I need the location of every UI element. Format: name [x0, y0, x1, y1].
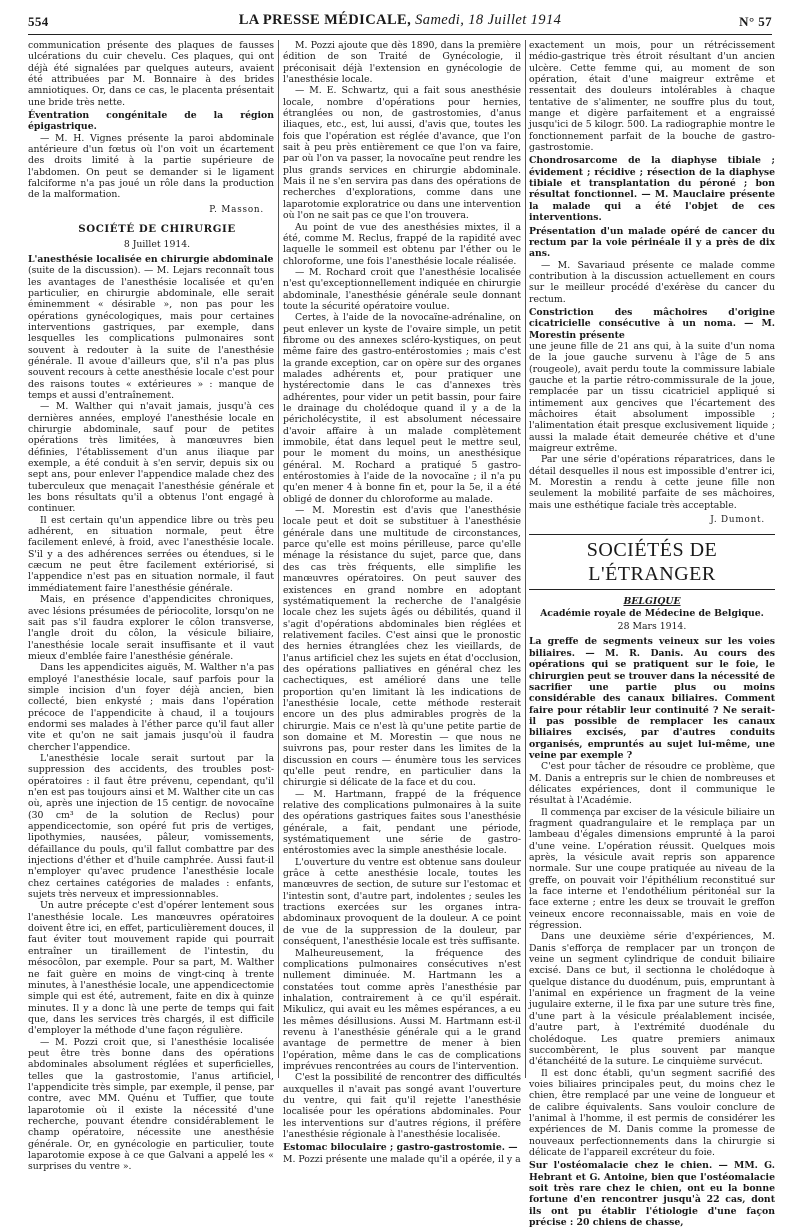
article-heading: Estomac biloculaire ; gastro-gastrostomie. — — [283, 1142, 518, 1154]
academy-heading: Académie royale de Médecine de Belgique. — [540, 607, 764, 619]
paragraph: — M. Walther qui n'avait jamais, jusqu'à ces dernières années, employé l'anesthésie locale en chirurgie abdominale, sauf pour de petites opérations très limitées, à manœuvres bien définies, l'établissement d'un anus iliaque par exemple, a été conduit à s'en servir, depuis six ou sept ans, pour enlever l'appendice malade chez des tuberculeux que menaçait l'anesthésie générale et les bons résultats qu'il a obtenus l'ont engagé à continuer. — [28, 401, 274, 515]
paragraph: Un autre précepte c'est d'opérer lentement sous l'anesthésie locale. Les manœuvres opératoires doivent être ici, en effet, particulièrement douces, il faut éviter tout mouvement rapide qui pourrait entraîner un tiraillement de l'intestin, du mésocôlon, par exemple. Pour sa part, M. Walther ne fait guère en moins de vingt-cinq à trente minutes, à l'anesthésie locale, une appendicectomie simple qui est été, autrement, faite en dix à quinze minutes. Il y a donc là une perte de temps qui fait que, dans les services très chargés, il est difficile d'employer la méthode d'une façon régulière. — [28, 900, 274, 1037]
foreign-societies-heading: SOCIÉTÉS DE L'ÉTRANGER — [529, 534, 775, 590]
paragraph: Il commença par exciser de la vésicule biliaire un fragment quadrangulaire et le remplaça par un lambeau d'égales dimensions emprunté à la paroi d'une veine. L'opération réussit. Quelques mois après, la vésicule avait repris son apparence normale. Sur une coupe pratiquée au niveau de la greffe, on pouvait voir l'épithélium reconstitué sur la face interne et l'endothélium péritonéal sur la face externe ; entre les deux se trouvait le greffon veineux encore reconnaissable, mais en voie de régression. — [529, 806, 775, 932]
paragraph: Il est donc établi, qu'un segment sacrifié des voies biliaires principales peut, du moins chez le chien, être remplacé par une veine de longueur et de calibre équivalents. Sans vouloir conclure de l'animal à l'homme, il est permis de considérer les expériences de M. Danis comme la promesse de nouveaux perfectionnements dans la chirurgie si délicate de l'appareil excréteur du foie. — [529, 1067, 775, 1158]
paragraph: Au point de vue des anesthésies mixtes, il a été, comme M. Reclus, frappé de la rapidité avec laquelle le sommeil est obtenu par l'éther ou le chloroforme, une fois l'anesthésie locale réalisée. — [283, 221, 521, 267]
column-divider — [525, 40, 526, 1078]
paragraph: L'anesthésie locale serait surtout par la suppression des accidents, des troubles post-opératoires : il faut être prévenu, cependant, qu'il n'en est pas toujours ainsi et M. Walther cite un cas où, après une injection de 15 centigr. de novocaïne (30 cm³ de la solution de Reclus) pour appendicectomie, son opéré fut pris de vertiges, lipothymies, nausées, pâleur, vomissements, défaillance du pouls, qu'il fallut combattre par des injections d'éther et d'huile camphrée. Aussi faut-il n'employer qu'avec prudence l'anesthésie locale chez certaines catégories de malades : enfants, sujets très nerveux et impressionnables. — [28, 752, 274, 901]
article-heading: La greffe de segments veineux sur les voies biliaires. — M. R. Danis. Au cours des opérations qui se pratiquent sur le foie, le chirurgien peut se trouver dans la nécessité de sacrifier une partie plus ou moins considérable des canaux biliaires. Comment faire pour rétablir leur continuité ? Ne serait-il pas possible de remplacer les canaux biliaires excisés, par d'autres conduits organisés, empruntés au sujet lui-même, une veine par exemple ? — [529, 636, 775, 761]
paragraph: M. Pozzi ajoute que dès 1890, dans la première édition de son Traité de Gynécologie, il préconisait déjà l'extension en gynécologie de l'anesthésie locale. — [283, 40, 521, 86]
signature: P. Masson. — [209, 204, 264, 215]
paragraph: — M. Morestin est d'avis que l'anesthésie locale peut et doit se substituer à l'anesthésie générale dans une multitude de circonstances, parce qu'elle est moins périlleuse, parce qu'elle ménage la résistance du sujet, parce que, dans des cas très fréquents, elle simplifie les manœuvres opératoires. On peut sauver des existences en grand nombre en adoptant systématiquement la recherche de l'analgésie locale chez les sujets âgés ou débilités, quand il s'agit d'opérations abdominales bien réglées et relativement faciles. C'est ainsi que le pronostic des hernies étranglées chez les vieillards, de l'anus artificiel chez les sujets en état d'occlusion, des opérations palliatives en général chez les cachectiques, est amélioré dans une telle proportion qu'en limitant là les indications de l'anesthésie locale, cette méthode resterait encore un des plus admirables progrès de la chirurgie. Mais ce n'est là qu'une petite partie de son domaine et M. Morestin — que nous ne suivrons pas, pour rester dans les limites de la discussion en cours — énumère tous les services qu'elle peut rendre, en particulier dans la chirurgie si délicate de la face et du cou. — [283, 505, 521, 789]
column-1 — [28, 40, 274, 1173]
session-date: 8 Juillet 1914. — [123, 238, 191, 250]
column-3-top — [529, 40, 775, 526]
issue-number: N° 57 — [739, 14, 772, 29]
page-number: 554 — [28, 14, 49, 29]
article-heading: Éventration congénitale de la région épigastrique. — [28, 110, 274, 133]
journal-title — [28, 12, 772, 29]
paragraph: Certes, à l'aide de la novocaïne-adrénaline, on peut enlever un kyste de l'ovaire simple, un petit fibrome ou des annexes scléro-kystiques, on peut même faire des gastro-entérostomies ; mais c'est la grande exception, car on opère sur des organes malades adhérents et, pour pratiquer une hystérectomie dans le cas d'annexes très adhérentes, pour vider un petit bassin, pour faire le drainage du cholédoque quand il y a de la péricholécystite, il est absolument nécessaire d'avoir affaire à un malade complètement immobile, état dans lequel peut le mettre seul, pour le moment du moins, un anesthésique général. M. Rochard a pratiqué 5 gastro-entérostomies à l'aide de la novocaïne ; il n'a pu qu'en mener 4 à bonne fin et, pour la 5e, il a été obligé de donner du chloroforme au malade. — [283, 312, 521, 505]
signature: J. Dumont. — [710, 515, 765, 526]
paragraph: (suite de la discussion). — M. Lejars reconnaît tous les avantages de l'anesthésie localisée et qu'en particulier, en chirurgie abdominale, elle serait éminemment « désirable », non pas pour les opérations gynécologiques, mais pour certaines interventions gastriques, par exemple, dans lesquelles les complications pulmonaires sont souvent à redouter à la suite de l'anesthésie générale. Il avoue d'ailleurs que, s'il n'a pas plus souvent recours à cette anesthésie locale c'est pour des raisons toutes « extérieures » : manque de temps et aussi d'entraînement. — [28, 265, 274, 401]
article-heading: L'anesthésie localisée en chirurgie abdominale — [28, 253, 274, 265]
paragraph: — M. H. Vignes présente la paroi abdominale antérieure d'un fœtus où l'on voit un écartement des droits limité à la partie supérieure de l'abdomen. On peut se demander si le ligament falciforme n'a pas joué un rôle dans la production de la malformation. — [28, 132, 274, 201]
article-heading: Sur l'ostéomalacie chez le chien. — MM. G. Hebrant et G. Antoine, bien que l'ostéomalacie soit très rare chez le chien, ont eu la bonne fortune d'en rencontrer jusqu'à 22 cas, dont ils ont pu établir l'étiologie d'une façon précise : 20 chiens de chasse, — [529, 1160, 775, 1228]
paragraph: Mais, en présence d'appendicites chroniques, avec lésions présumées de périocolite, lorsqu'on ne sait pas s'il faudra explorer le côlon transverse, l'angle droit du côlon, la vésicule biliaire, l'anesthésie locale serait insuffisante et il vaut mieux d'emblée faire l'anesthésie générale. — [28, 594, 274, 662]
paragraph: Par une série d'opérations réparatrices, dans le détail desquelles il nous est impossible d'entrer ici, M. Morestin a rendu à cette jeune fille non seulement la mobilité parfaite de ses mâchoires, mais une esthétique faciale très acceptable. — [529, 454, 775, 511]
journal-name: LA PRESSE MÉDICALE, — [238, 12, 412, 28]
article-heading: Présentation d'un malade opéré de cancer du rectum par la voie périnéale il y a près de dix ans. — [529, 225, 775, 260]
paragraph: Il est certain qu'un appendice libre ou très peu adhérent, en situation normale, peut être facilement enlevé, à froid, avec l'anesthésie locale. S'il y a des adhérences serrées ou étendues, si le cæcum ne peut être facilement extériorisé, si l'appendice n'est pas en situation normale, il faut immédiatement faire l'anesthésie générale. — [28, 514, 274, 594]
country-heading: BELGIQUE — [623, 596, 681, 608]
paragraph: C'est pour tâcher de résoudre ce problème, que M. Danis a entrepris sur le chien de nombreuses et délicates expériences, dont il communique le résultat à l'Académie. — [529, 761, 775, 807]
session-date: 28 Mars 1914. — [617, 621, 687, 633]
article-heading: Constriction des mâchoires d'origine cicatricielle consécutive à un noma. — M. Morestin présente — [529, 306, 775, 341]
paragraph: Malheureusement, la fréquence des complications pulmonaires consécutives n'est nullement diminuée. M. Hartmann les a constatées tout comme après l'anesthésie par inhalation, contrairement à ce qu'il espérait. Mikulicz, qui avait eu les mêmes espérances, a eu les mêmes désillusions. Aussi M. Hartmann est-il revenu à l'anesthésie générale qui a le grand avantage de permettre de mener à bien l'opération, même dans le cas de complications imprévues rencontrées au cours de l'intervention. — [283, 947, 521, 1072]
paragraph: — M. Savariaud présente ce malade comme contribution à la discussion actuellement en cours sur le meilleur procédé d'exérèse du cancer du rectum. — [529, 259, 775, 305]
paragraph: Dans une deuxième série d'expériences, M. Danis s'efforça de remplacer par un tronçon de veine un segment cylindrique de conduit biliaire excisé. Dans ce but, il sectionna le cholédoque à quelque distance du duodénum, puis, empruntant à l'animal en expérience un fragment de la veine jugulaire externe, il le fixa par une suture très fine, d'une part à la vésicule préalablement incisée, d'autre part, à l'extrémité duodénale du cholédoque. Les quatre premiers animaux succombèrent, le plus souvent par manque d'étanchéité de la suture. Le cinquième survécut. — [529, 931, 775, 1068]
header-rule — [28, 34, 772, 35]
issue-date: Samedi, 18 Juillet 1914 — [415, 12, 562, 28]
paragraph: une jeune fille de 21 ans qui, à la suite d'un noma de la joue gauche survenu à l'âge de 5 ans (rougeole), avait perdu toute la commissure labiale gauche et la partie rétro-commissurale de la joue, remplacée par un tissu cicatriciel appliqué si intimement aux gencives que l'écartement des mâchoires était absolument impossible ; l'alimentation était presque exclusivement liquide ; aussi la malade était demeurée chétive et d'une maigreur extrême. — [529, 340, 775, 455]
paragraph: — M. E. Schwartz, qui a fait sous anesthésie locale, nombre d'opérations pour hernies, étranglées ou non, de gastrostomies, d'anus iliaques, etc., est, lui aussi, d'avis que, toutes les fois que l'opération est réglée d'avance, que l'on sait à peu près entièrement ce que l'on va faire, par où l'on va passer, la novocaïne peut rendre les plus grands services en chirurgie abdominale. Mais il ne s'en servira pas dans des opérations de recherches d'explorations, comme dans une laparotomie exploratrice ou dans une intervention où l'on ne sait pas ce que l'on trouvera. — [283, 85, 521, 222]
column-3 — [529, 40, 775, 1228]
paragraph: M. Pozzi présente une malade qu'il a opérée, il y a — [283, 1153, 521, 1165]
paragraph: communication présente des plaques de fausses ulcérations du cuir chevelu. Ces plaques, qui ont déjà été signalées par quelques auteurs, avaient été attribuées par M. Bonnaire à des brides amniotiques. Or, dans ce cas, le placenta présentait une bride très nette. — [28, 40, 274, 108]
article-heading: Chondrosarcome de la diaphyse tibiale ; évidement ; récidive ; résection de la diaphyse tibiale et transplantation du péroné ; bon résultat fonctionnel. — M. Mauclaire présente la malade qui a été l'objet de ces interventions. — [529, 155, 775, 224]
paragraph: — M. Hartmann, frappé de la fréquence relative des complications pulmonaires à la suite des opérations gastriques faites sous l'anesthésie générale, a fait, pendant une période, systématiquement une série de gastro-entérostomies avec la simple anesthésie locale. — [283, 788, 521, 857]
paragraph: Dans les appendicites aiguës, M. Walther n'a pas employé l'anesthésie locale, sauf parfois pour la simple incision d'un foyer déjà ancien, bien collecté, bien enkysté ; mais dans l'opération précoce de l'appendicite à chaud, il a toujours endormi ses malades à l'éther parce qu'il faut aller vite et qu'on ne sait jamais jusqu'où il faudra chercher l'appendice. — [28, 662, 274, 753]
paragraph: — M. Rochard croit que l'anesthésie localisée n'est qu'exceptionnellement indiquée en chirurgie abdominale, l'anesthésie générale seule donnant toute la sécurité opératoire voulue. — [283, 266, 521, 312]
paragraph: L'ouverture du ventre est obtenue sans douleur grâce à cette anesthésie locale, toutes les manœuvres de section, de suture sur l'estomac et l'intestin sont, d'autre part, indolentes ; seules les tractions exercées sur les organes intra-abdominaux provoquent de la douleur. A ce point de vue de la suppression de la douleur, par conséquent, l'anesthésie locale est très suffisante. — [283, 856, 521, 948]
page-header — [28, 12, 772, 34]
column-2 — [283, 40, 521, 1165]
paragraph: C'est la possibilité de rencontrer des difficultés auxquelles il n'avait pas songé avant l'ouverture du ventre, qui fait qu'il rejette l'anesthésie localisée pour les opérations abdominales. Pour les interventions sur d'autres régions, il préfère l'anesthésie régionale à l'anesthésie localisée. — [283, 1072, 521, 1140]
section-title: SOCIÉTÉ DE CHIRURGIE — [78, 223, 236, 236]
column-divider — [278, 40, 279, 1078]
paragraph: — M. Pozzi croit que, si l'anesthésie localisée peut être très bonne dans des opérations abdominales absolument réglées et superficielles, telles que la gastrostomie, l'anus artificiel, l'appendicite très simple, par exemple, il pense, par contre, avec MM. Quénu et Tuffier, que toute laparotomie où il existe la nécessité d'une recherche, pouvant étendre considérablement le champ opératoire, nécessite une anesthésie générale. Or, en gynécologie en particulier, toute laparotomie expose à ce que Galvani a appelé les « surprises du ventre ». — [28, 1036, 274, 1173]
paragraph: exactement un mois, pour un rétrécissement médio-gastrique très étroit résultant d'un ancien ulcère. Cette femme qui, au moment de son opération, était d'une maigreur extrême et ressentait des douleurs intolérables à chaque tentative de s'alimenter, ne souffre plus du tout, mange et digère parfaitement et a engraissé jusqu'ici de 5 kilogr. 500. La radiographie montre le fonctionnement parfait de la bouche de gastro-gastrostomie. — [529, 40, 775, 154]
column-3-bottom — [529, 636, 775, 1228]
